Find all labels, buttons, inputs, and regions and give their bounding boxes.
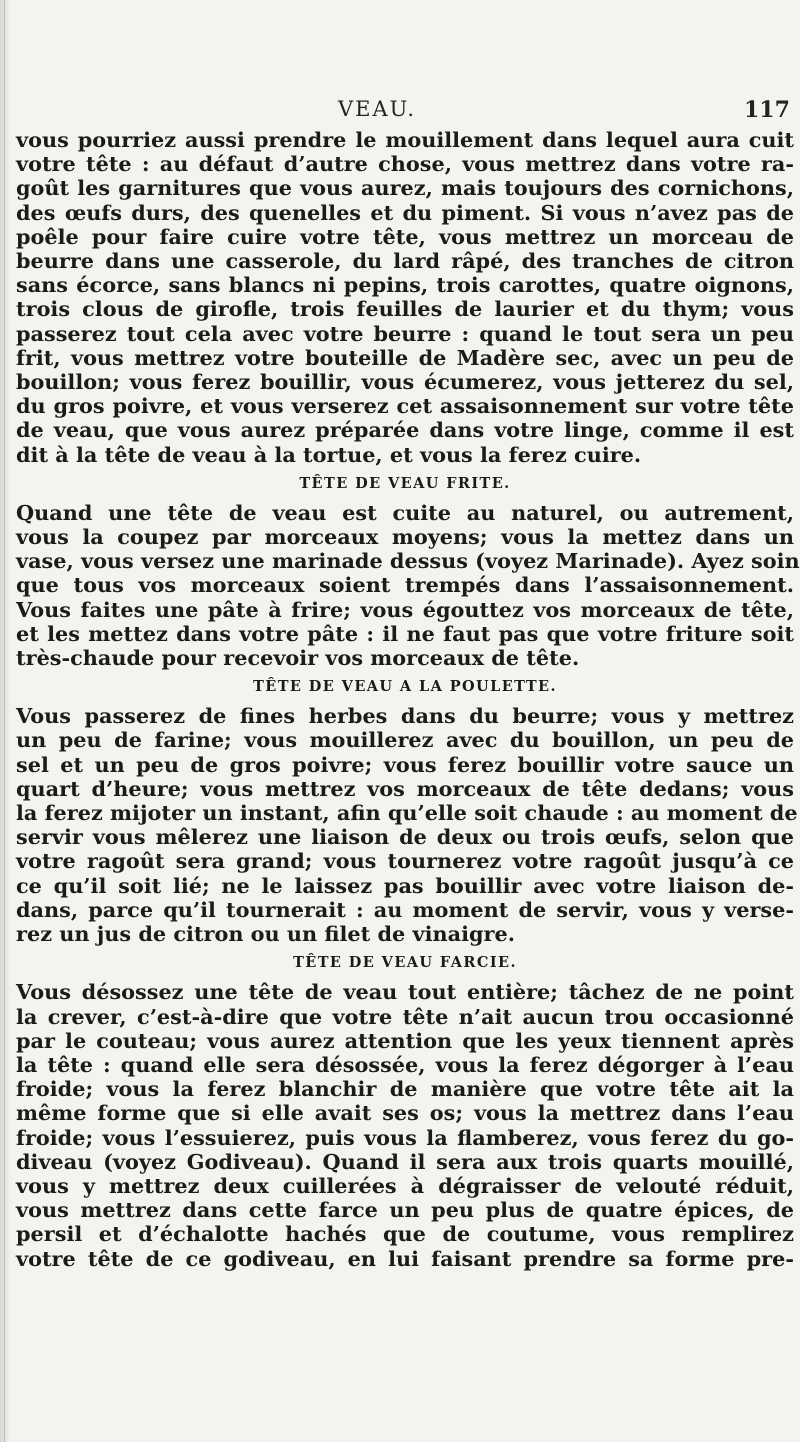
- text-line: Vous passerez de fines herbes dans du beurre; vous y mettrez: [16, 703, 794, 729]
- text-line: froide; vous la ferez blanchir de manière que votre tête ait la: [16, 1076, 794, 1102]
- page-gutter-shadow: [0, 0, 12, 1442]
- text-line: Quand une tête de veau est cuite au naturel, ou autrement,: [16, 499, 794, 525]
- text-block: [16, 127, 800, 1271]
- text-line: rez un jus de citron ou un filet de vinaigre.: [16, 921, 515, 947]
- text-line: très-chaude pour recevoir vos morceaux de tête.: [16, 645, 580, 671]
- text-line: bouillon; vous ferez bouillir, vous écumerez, vous jetterez du sel,: [16, 369, 794, 395]
- text-line: quart d’heure; vous mettrez vos morceaux de tête dedans; vous: [16, 775, 794, 801]
- section-paragraph: [16, 980, 794, 1270]
- page-header: [0, 97, 800, 127]
- text-line: votre ragoût sera grand; vous tournerez votre ragoût jusqu’à ce: [16, 848, 794, 874]
- text-line: poêle pour faire cuire votre tête, vous mettrez un morceau de: [16, 223, 794, 249]
- intro-paragraph: [16, 128, 794, 467]
- text-line: dans, parce qu’il tournerait : au moment de servir, vous y verse-: [16, 896, 794, 922]
- section-heading: TÊTE DE VEAU FRITE.: [299, 474, 511, 492]
- section-paragraph: [16, 499, 800, 671]
- text-line: des œufs durs, des quenelles et du piment. Si vous n’avez pas de: [16, 199, 794, 225]
- text-line: votre tête : au défaut d’autre chose, vous mettrez dans votre ra-: [16, 151, 794, 177]
- text-line: par le couteau; vous aurez attention que les yeux tiennent après: [16, 1027, 794, 1053]
- text-line: Vous faites une pâte à frire; vous égouttez vos morceaux de tête,: [16, 596, 794, 622]
- text-line: goût les garnitures que vous aurez, mais toujours des cornichons,: [16, 175, 794, 201]
- text-line: du gros poivre, et vous verserez cet assaisonnement sur votre tête: [16, 393, 794, 419]
- section-heading: TÊTE DE VEAU A LA POULETTE.: [253, 678, 557, 696]
- section-paragraph: [16, 703, 798, 947]
- text-line: la ferez mijoter un instant, afin qu’elle soit chaude : au moment de: [16, 800, 798, 826]
- text-line: vous mettrez dans cette farce un peu plus de quatre épices, de: [16, 1197, 794, 1223]
- text-line: trois clous de girofle, trois feuilles de laurier et du thym; vous: [16, 296, 794, 322]
- text-line: diveau (voyez Godiveau). Quand il sera aux trois quarts mouillé,: [16, 1148, 794, 1174]
- text-line: même forme que si elle avait ses os; vous la mettrez dans l’eau: [16, 1100, 794, 1126]
- text-line: beurre dans une casserole, du lard râpé, des tranches de citron: [16, 248, 794, 274]
- running-head: VEAU.: [338, 97, 417, 121]
- page-edge-line: [4, 0, 5, 1442]
- text-line: un peu de farine; vous mouillerez avec du bouillon, un peu de: [16, 727, 794, 753]
- section-heading: TÊTE DE VEAU FARCIE.: [293, 954, 517, 972]
- text-line: vous pourriez aussi prendre le mouillement dans lequel aura cuit: [16, 127, 794, 152]
- text-line: sans écorce, sans blancs ni pepins, trois carottes, quatre oignons,: [16, 272, 794, 298]
- text-line: persil et d’échalotte hachés que de coutume, vous remplirez: [16, 1221, 794, 1247]
- text-line: et les mettez dans votre pâte : il ne faut pas que votre friture soit: [16, 620, 794, 646]
- text-line: vous la coupez par morceaux moyens; vous la mettez dans un: [16, 524, 794, 550]
- text-line: servir vous mêlerez une liaison de deux ou trois œufs, selon que: [16, 824, 794, 850]
- text-line: sel et un peu de gros poivre; vous ferez bouillir votre sauce un: [16, 751, 794, 777]
- text-line: de veau, que vous aurez préparée dans votre linge, comme il est: [16, 417, 794, 443]
- text-line: froide; vous l’essuierez, puis vous la flamberez, vous ferez du go-: [16, 1124, 794, 1150]
- page-number: 117: [744, 97, 790, 123]
- text-line: frit, vous mettrez votre bouteille de Madère sec, avec un peu de: [16, 344, 794, 370]
- text-line: vase, vous versez une marinade dessus (voyez Marinade). Ayez soin: [16, 548, 800, 574]
- text-line: Vous désossez une tête de veau tout entière; tâchez de ne point: [16, 979, 794, 1005]
- text-line: que tous vos morceaux soient trempés dans l’assaisonnement.: [16, 572, 794, 598]
- text-line: la crever, c’est-à-dire que votre tête n’ait aucun trou occasionné: [16, 1003, 794, 1029]
- text-line: votre tête de ce godiveau, en lui faisant prendre sa forme pre-: [16, 1245, 794, 1271]
- text-line: ce qu’il soit lié; ne le laissez pas bouillir avec votre liaison de-: [16, 872, 794, 898]
- text-line: vous y mettrez deux cuillerées à dégraisser de velouté réduit,: [16, 1172, 794, 1198]
- text-line: passerez tout cela avec votre beurre : quand le tout sera un peu: [16, 320, 794, 346]
- text-line: dit à la tête de veau à la tortue, et vous la ferez cuire.: [16, 441, 642, 467]
- text-line: la tête : quand elle sera désossée, vous la ferez dégorger à l’eau: [16, 1051, 794, 1077]
